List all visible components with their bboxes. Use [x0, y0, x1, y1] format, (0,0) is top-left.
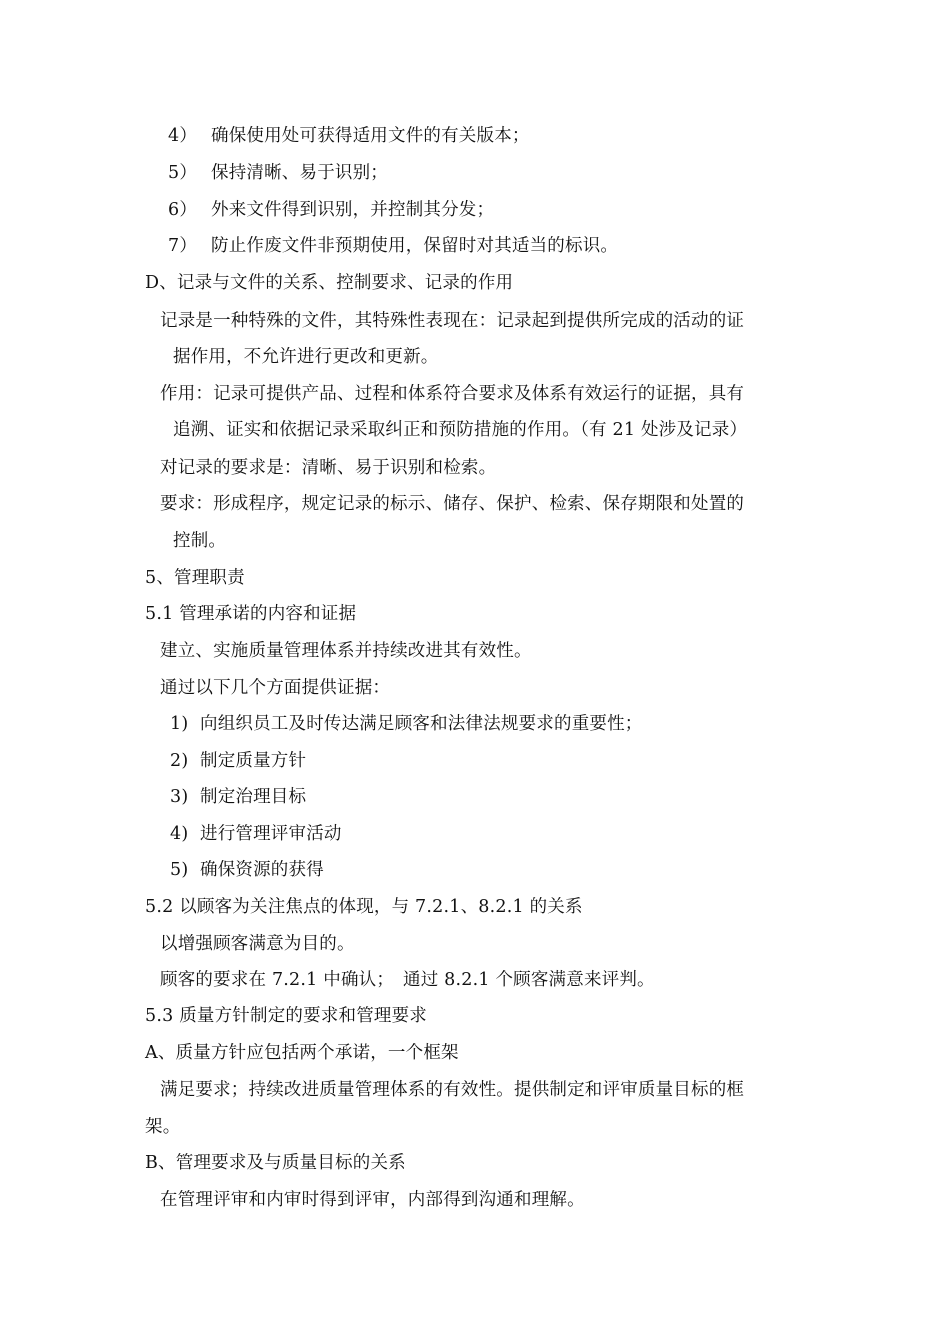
evidence-item-3: [170, 785, 306, 809]
paragraph-line: 作用：记录可提供产品、过程和体系符合要求及体系有效运行的证据，具有: [160, 384, 745, 404]
paragraph-line: 据作用，不允许进行更改和更新。: [173, 347, 439, 367]
list-number: 7）: [168, 236, 198, 256]
paragraph-line: 架。: [145, 1117, 181, 1137]
section-heading-5-3: 5.3 质量方针制定的要求和管理要求: [145, 1006, 427, 1026]
evidence-item-4: [170, 822, 342, 846]
list-text: 确保资源的获得: [200, 860, 324, 880]
section-heading-b: B、管理要求及与质量目标的关系: [145, 1153, 406, 1173]
list-number: 5）: [168, 163, 198, 183]
evidence-item-2: [170, 749, 306, 773]
list-item-6: [168, 198, 494, 222]
list-text: 进行管理评审活动: [200, 824, 342, 844]
list-number: 2): [170, 751, 189, 771]
paragraph-line: 要求：形成程序，规定记录的标示、储存、保护、检索、保存期限和处置的: [160, 494, 745, 514]
evidence-item-5: [170, 858, 324, 882]
paragraph-line: 建立、实施质量管理体系并持续改进其有效性。: [160, 641, 532, 661]
paragraph-line: 通过以下几个方面提供证据：: [160, 678, 391, 698]
list-text: 确保使用处可获得适用文件的有关版本；: [211, 126, 530, 146]
list-text: 防止作废文件非预期使用，保留时对其适当的标识。: [211, 236, 619, 256]
section-heading-d: D、记录与文件的关系、控制要求、记录的作用: [145, 273, 514, 293]
section-heading-5-2: 5.2 以顾客为关注焦点的体现，与 7.2.1、8.2.1 的关系: [145, 897, 583, 917]
list-number: 4): [170, 824, 189, 844]
paragraph-line: 在管理评审和内审时得到评审，内部得到沟通和理解。: [160, 1190, 585, 1210]
paragraph-line: 以增强顾客满意为目的。: [160, 934, 355, 954]
section-heading-a: A、质量方针应包括两个承诺，一个框架: [145, 1043, 459, 1063]
list-item-4: [168, 124, 530, 148]
paragraph-line: 记录是一种特殊的文件，其特殊性表现在：记录起到提供所完成的活动的证: [160, 311, 745, 331]
list-number: 1): [170, 714, 189, 734]
list-text: 向组织员工及时传达满足顾客和法律法规要求的重要性；: [200, 714, 643, 734]
paragraph-line: 满足要求；持续改进质量管理体系的有效性。提供制定和评审质量目标的框: [160, 1080, 745, 1100]
paragraph-line: 顾客的要求在 7.2.1 中确认； 通过 8.2.1 个顾客满意来评判。: [160, 970, 655, 990]
list-item-5: [168, 161, 388, 185]
list-number: 6）: [168, 200, 198, 220]
list-text: 外来文件得到识别，并控制其分发；: [211, 200, 495, 220]
paragraph-line: 控制。: [173, 531, 227, 551]
list-number: 5): [170, 860, 189, 880]
list-text: 制定治理目标: [200, 787, 307, 807]
evidence-item-1: [170, 712, 643, 736]
section-heading-5-1: 5.1 管理承诺的内容和证据: [145, 604, 357, 624]
section-heading-5: 5、管理职责: [145, 568, 245, 588]
list-number: 3): [170, 787, 189, 807]
list-item-7: [168, 234, 618, 258]
list-number: 4）: [168, 126, 198, 146]
list-text: 保持清晰、易于识别；: [211, 163, 388, 183]
paragraph-line: 追溯、证实和依据记录采取纠正和预防措施的作用。（有 21 处涉及记录）: [173, 420, 748, 440]
list-text: 制定质量方针: [200, 751, 307, 771]
paragraph-line: 对记录的要求是：清晰、易于识别和检索。: [160, 458, 497, 478]
